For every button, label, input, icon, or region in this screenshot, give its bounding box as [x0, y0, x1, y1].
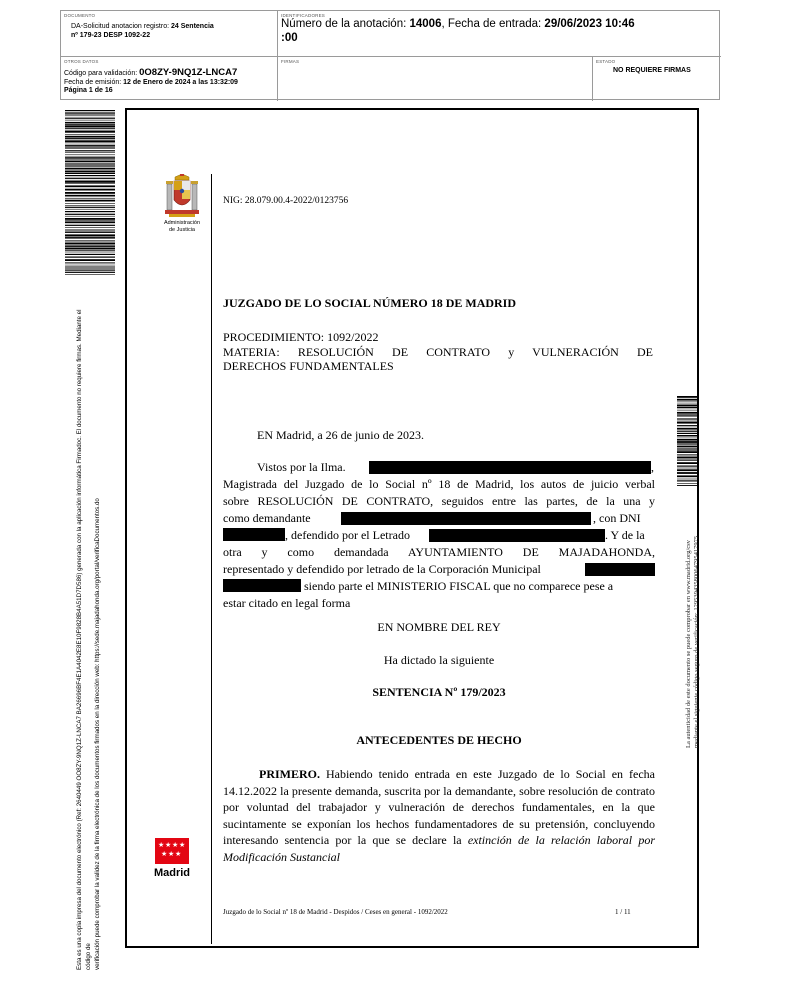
barcode-bar [677, 462, 697, 464]
barcode-bar [65, 157, 115, 158]
barcode-bar [65, 259, 115, 261]
barcode-bar [65, 252, 115, 253]
barcode-bar [677, 460, 697, 461]
barcode-bar [677, 451, 697, 453]
barcode-bar [65, 138, 115, 139]
barcode-bar [65, 181, 115, 183]
barcode-bar [677, 399, 697, 401]
firmas-cell [278, 57, 593, 101]
barcode-bar [65, 198, 115, 199]
barcode-bar [677, 415, 697, 416]
barcode-bar [677, 456, 697, 457]
barcode-bar [65, 240, 115, 241]
justicia-label: Administración de Justicia [163, 220, 201, 233]
barcode-bar [65, 143, 115, 144]
codigo-validacion: 0O8ZY-9NQ1Z-LNCA7 [139, 67, 238, 78]
documento-label: DOCUMENTO [64, 13, 96, 18]
barcode-bar [677, 454, 697, 455]
barcode-bar [65, 112, 115, 113]
barcode-bar [677, 419, 697, 420]
estado-value: NO REQUIERE FIRMAS [613, 67, 691, 74]
barcode-bar [65, 242, 115, 243]
barcode-bar [677, 410, 697, 411]
redacted-letrado [429, 529, 605, 542]
documento-cell [61, 11, 278, 57]
barcode-bar [677, 431, 697, 432]
barcode-bar [65, 262, 115, 263]
barcode-bar [65, 211, 115, 212]
court-title: JUZGADO DE LO SOCIAL NÚMERO 18 DE MADRID [223, 296, 517, 310]
barcode-bar [65, 145, 115, 146]
barcode-bar [65, 264, 115, 265]
barcode-bar [65, 195, 115, 196]
barcode-bar [65, 173, 115, 174]
barcode-bar [65, 146, 115, 147]
barcode-bar [677, 439, 697, 441]
barcode-bar [677, 402, 697, 403]
barcode-bar [65, 246, 115, 247]
barcode-bar [677, 446, 697, 448]
barcode-bar [677, 428, 697, 430]
madrid-logo [149, 838, 199, 879]
barcode-bar [65, 267, 115, 268]
materia-line1: MATERIA: RESOLUCIÓN DE CONTRATO y VULNERACIÓN DE [223, 344, 653, 359]
barcode-bar [65, 232, 115, 233]
identificadores-cell [278, 11, 721, 57]
barcode-bar [65, 272, 115, 273]
left-barcode [65, 110, 115, 275]
barcode-bar [65, 270, 115, 271]
barcode-bar [677, 448, 697, 449]
barcode-bar [677, 483, 697, 484]
barcode-bar [65, 220, 115, 221]
madrid-label: Madrid [153, 867, 191, 879]
nig-number: NIG: 28.079.00.4-2022/0123756 [223, 196, 349, 206]
barcode-bar [677, 441, 697, 443]
barcode-bar [65, 248, 115, 249]
redacted-demandante [341, 512, 591, 525]
barcode-bar [65, 150, 115, 151]
barcode-bar [677, 479, 697, 480]
barcode-bar [677, 407, 697, 409]
primero-paragraph: PRIMERO. Habiendo tenido entrada en este Juzgado de lo Social en fecha 14.12.2022 la presente demanda, suscrita por la demandante, sobre resolución de contrato por voluntad del trabajador y vulneración de derechos fundamentales, en la que sucintamente se exponían los hechos fundamentadores de su pretensión, concluyendo interesando sentencia por la que se declare la extinción de la relación laboral por Modificación Sustancial [223, 767, 655, 864]
barcode-bar [65, 180, 115, 181]
barcode-bar [65, 155, 115, 156]
barcode-bar [65, 230, 115, 231]
otros-datos-value: Código para validación: 0O8ZY-9NQ1Z-LNCA7 Fecha de emisión: 12 de Enero de 2024 a las 13:32:09 Página 1 de 16 [64, 67, 238, 94]
madrid-flag-icon: ★ ★ ★ ★ ★ ★ ★ [155, 838, 189, 864]
barcode-bar [65, 168, 115, 170]
procedimiento: PROCEDIMIENTO: 1092/2022 [223, 330, 379, 344]
otros-datos-label: OTROS DATOS [64, 59, 99, 64]
barcode-bar [677, 421, 697, 422]
barcode-bar [65, 110, 115, 111]
barcode-bar [65, 192, 115, 194]
materia-line2: DERECHOS FUNDAMENTALES [223, 359, 394, 373]
document-page [125, 108, 699, 948]
identificadores-value: Número de la anotación: 14006, Fecha de entrada: 29/06/2023 10:46 :00 [281, 18, 635, 44]
firmas-label: FIRMAS [281, 59, 300, 64]
barcode-bar [677, 433, 697, 434]
barcode-bar [65, 175, 115, 176]
redacted-name [223, 579, 301, 592]
barcode-bar [65, 227, 115, 228]
barcode-bar [677, 475, 697, 477]
barcode-bar [65, 161, 115, 163]
barcode-bar [65, 189, 115, 191]
documento-value: DA-Solicitud anotacion registro: 24 Sentencia nº 179-23 DESP 1092-22 [71, 23, 214, 39]
barcode-bar [677, 480, 697, 481]
barcode-bar [677, 443, 697, 444]
procedimiento-block [223, 330, 653, 374]
barcode-bar [65, 274, 115, 275]
ha-dictado: Ha dictado la siguiente [383, 653, 495, 667]
right-barcode [677, 396, 697, 486]
barcode-bar [677, 414, 697, 415]
barcode-bar [677, 396, 697, 398]
barcode-bar [65, 214, 115, 215]
barcode-bar [65, 268, 115, 269]
barcode-bar [65, 205, 115, 206]
barcode-bar [677, 422, 697, 424]
barcode-bar [677, 405, 697, 406]
document-header-table [60, 10, 720, 100]
barcode-bar [65, 200, 115, 202]
estado-cell [593, 57, 721, 101]
barcode-bar [677, 418, 697, 419]
barcode-bar [65, 257, 115, 258]
barcode-bar [65, 237, 115, 238]
barcode-bar [65, 125, 115, 127]
barcode-bar [65, 250, 115, 251]
page-number: 1 / 11 [615, 908, 631, 916]
barcode-bar [677, 450, 697, 451]
barcode-bar [65, 243, 115, 245]
barcode-bar [65, 166, 115, 167]
barcode-bar [677, 472, 697, 474]
barcode-bar [65, 209, 115, 210]
barcode-bar [65, 140, 115, 142]
barcode-bar [65, 218, 115, 220]
redacted-letrado-municipal [585, 563, 655, 576]
barcode-bar [65, 216, 115, 217]
barcode-bar [65, 118, 115, 119]
barcode-bar [65, 171, 115, 173]
barcode-bar [65, 122, 115, 123]
antecedentes-heading: ANTECEDENTES DE HECHO [356, 733, 522, 747]
coat-of-arms-icon [163, 174, 201, 220]
barcode-bar [65, 116, 115, 117]
barcode-bar [65, 124, 115, 125]
barcode-bar [65, 207, 115, 208]
barcode-bar [677, 435, 697, 436]
barcode-bar [677, 425, 697, 426]
identificadores-label: IDENTIFICADORES [281, 13, 326, 18]
barcode-bar [677, 457, 697, 459]
barcode-bar [677, 468, 697, 469]
barcode-bar [677, 469, 697, 471]
barcode-bar [65, 163, 115, 164]
barcode-bar [65, 164, 115, 165]
sentencia-title: SENTENCIA Nº 179/2023 [372, 685, 506, 699]
otros-datos-cell [61, 57, 278, 101]
barcode-bar [65, 120, 115, 121]
en-nombre-del-rey: EN NOMBRE DEL REY [377, 620, 501, 634]
barcode-bar [65, 234, 115, 236]
barcode-bar [65, 136, 115, 138]
side-verification-text: Esta es una copia impresa del documento electrónico (Ref: 2640449 OO8ZY-9NQ1Z-LNCA7 BA26696BF4E1A4042E8E10F9828B4A51D7D586) generada con la aplicación informática Firmadoc. El documento no requiere firmas. Mediante el código de verificación puede comprobar la validez de la firma electrónica de los documentos firmados en la dirección web: https://sede.majadahonda.org/portal/verificaDocumentos.do [76, 309, 101, 970]
barcode-bar [677, 404, 697, 405]
barcode-bar [65, 221, 115, 223]
csv-verification-text: La autenticidad de este documento se puede comprobar en www.madrid.org/csv mediante el siguiente código seguro de verificación: 12953943580064795417975 [685, 535, 700, 748]
barcode-bar [677, 466, 697, 467]
page-footer: Juzgado de lo Social nº 18 de Madrid - Despidos / Ceses en general - 1092/2022 [223, 908, 448, 916]
barcode-bar [65, 185, 115, 187]
barcode-bar [65, 254, 115, 255]
barcode-bar [65, 134, 115, 135]
barcode-bar [677, 485, 697, 486]
redacted-dni [223, 528, 285, 541]
barcode-bar [65, 130, 115, 131]
barcode-bar [65, 128, 115, 129]
vistos-paragraph: Vistos por la Ilma. , Magistrada del Juzgado de lo Social nº 18 de Madrid, los autos de juicio verbal sobre RESOLUCIÓN DE CONTRATO, seguidos entre las partes, de la una y como demandante , con DNI , defendido por el Letrado . Y de la otra y como demandada AYUNTAMIENTO DE MAJADAHONDA, representado y defendido por letrado de la Corporación Municipal siendo parte el MINISTERIO FISCAL que no comparece pese a estar citado en legal forma [223, 460, 655, 610]
barcode-bar [65, 203, 115, 204]
barcode-bar [65, 197, 115, 198]
pagina-indicator: Página 1 de 16 [64, 87, 113, 94]
estado-label: ESTADO [596, 59, 616, 64]
barcode-bar [677, 437, 697, 438]
barcode-bar [65, 231, 115, 232]
barcode-bar [65, 131, 115, 133]
margin-divider [211, 174, 212, 944]
barcode-bar [65, 178, 115, 179]
place-date: EN Madrid, a 26 de junio de 2023. [257, 428, 424, 442]
barcode-bar [65, 113, 115, 114]
barcode-bar [65, 152, 115, 153]
barcode-bar [65, 245, 115, 246]
barcode-bar [65, 225, 115, 226]
barcode-bar [65, 158, 115, 159]
barcode-bar [65, 238, 115, 239]
barcode-bar [65, 183, 115, 184]
redacted-magistrada [369, 461, 651, 474]
barcode-bar [65, 266, 115, 267]
barcode-bar [65, 148, 115, 149]
barcode-bar [677, 412, 697, 414]
